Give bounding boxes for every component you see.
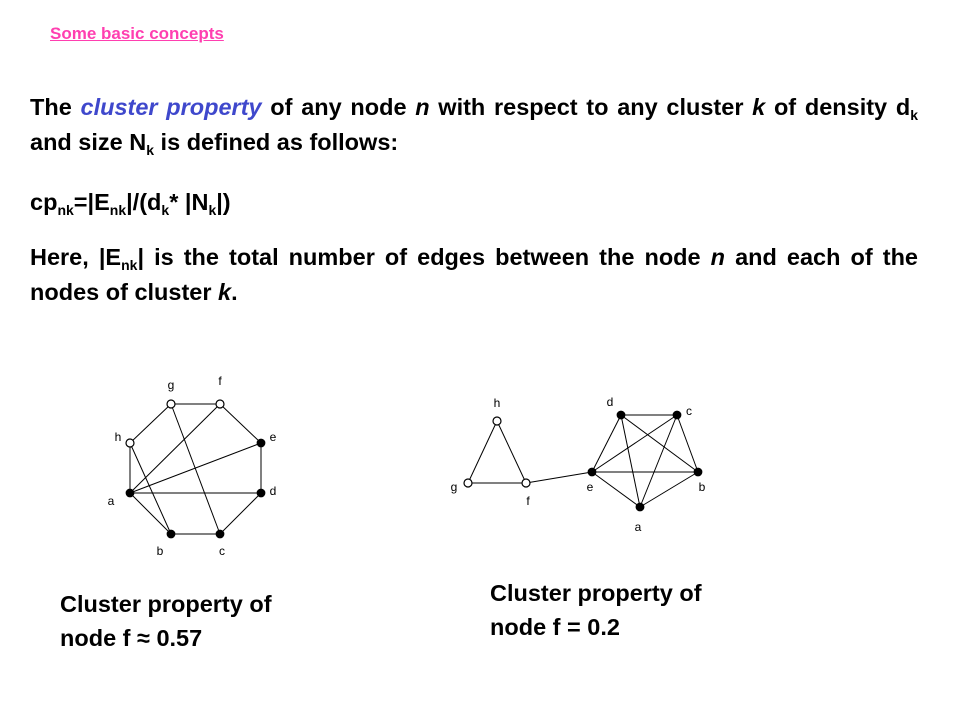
left-caption <box>60 587 272 655</box>
left-graph <box>108 374 277 558</box>
right-graph-node-label-h: h <box>493 396 501 410</box>
left-caption-line2: node f ≈ 0.57 <box>60 625 203 652</box>
right-graph-edge-d-a <box>621 415 640 507</box>
right-graph-node-label-d: d <box>606 395 614 409</box>
left-graph-node-f <box>216 400 224 408</box>
left-graph-node-label-a: a <box>107 494 115 508</box>
right-graph-edge-c-b <box>677 415 698 472</box>
right-graph-node-e <box>588 468 596 476</box>
right-caption <box>490 576 702 644</box>
left-graph-node-h <box>126 439 134 447</box>
left-graph-node-c <box>216 530 224 538</box>
right-graph-edge-e-c <box>592 415 677 472</box>
cluster-property-term: cluster property <box>80 94 262 120</box>
definition-paragraph: The cluster property of any node n with respect to any cluster k of density $d_k$ and size $N_k$ is defined as follows: <box>30 94 918 159</box>
left-graph-edge-g-c <box>171 404 220 534</box>
right-graph-node-label-f: f <box>526 494 530 508</box>
left-graph-node-label-d: d <box>269 484 277 498</box>
left-graph-edge-a-e <box>130 443 261 493</box>
right-graph-edge-h-g <box>468 421 497 483</box>
left-graph-node-g <box>167 400 175 408</box>
right-graph-edge-f-e <box>526 472 592 483</box>
left-graph-node-label-b: b <box>156 544 164 558</box>
left-graph-edge-h-b <box>130 443 171 534</box>
right-graph-node-label-b: b <box>698 480 706 494</box>
right-graph-node-f <box>522 479 530 487</box>
left-caption-line1: Cluster property of <box>60 591 272 617</box>
left-graph-edge-b-a <box>130 493 171 534</box>
right-graph-edge-a-e <box>592 472 640 507</box>
right-caption-line1: Cluster property of <box>490 580 702 606</box>
right-graph-edge-d-b <box>621 415 698 472</box>
right-graph-node-label-a: a <box>634 520 642 534</box>
right-graph-node-c <box>673 411 681 419</box>
left-graph-edge-d-c <box>220 493 261 534</box>
right-graph-edge-e-d <box>592 415 621 472</box>
right-graph-node-h <box>493 417 501 425</box>
left-graph-node-a <box>126 489 134 497</box>
left-graph-node-label-h: h <box>114 430 122 444</box>
right-graph-edge-c-a <box>640 415 677 507</box>
left-graph-node-b <box>167 530 175 538</box>
left-graph-node-label-g: g <box>167 378 175 392</box>
right-graph-node-b <box>694 468 702 476</box>
left-graph-node-label-e: e <box>269 430 277 444</box>
right-graph-node-g <box>464 479 472 487</box>
left-graph-edge-f-e <box>220 404 261 443</box>
left-graph-node-label-c: c <box>219 544 225 558</box>
right-graph-node-d <box>617 411 625 419</box>
right-graph-edge-h-f <box>497 421 526 483</box>
right-graph-node-label-e: e <box>586 480 594 494</box>
right-graph-node-a <box>636 503 644 511</box>
left-graph-node-e <box>257 439 265 447</box>
left-graph-edge-f-a <box>130 404 220 493</box>
left-graph-node-d <box>257 489 265 497</box>
right-caption-line2: node f = 0.2 <box>490 614 620 641</box>
right-graph-node-label-c: c <box>686 404 692 418</box>
left-graph-edge-h-g <box>130 404 171 443</box>
right-graph-node-label-g: g <box>450 480 458 494</box>
formula: $cp_{nk}=|E_{nk}|/(d_k*$ $|N_k|$) <box>30 189 231 218</box>
explanation-paragraph: Here, $|E_{nk}|$ is the total number of edges between the node n and each of the nodes of cluster k. <box>30 244 918 306</box>
left-graph-node-label-f: f <box>218 374 222 388</box>
section-heading: Some basic concepts <box>50 24 224 43</box>
right-graph-edge-b-a <box>640 472 698 507</box>
right-graph <box>451 395 706 534</box>
